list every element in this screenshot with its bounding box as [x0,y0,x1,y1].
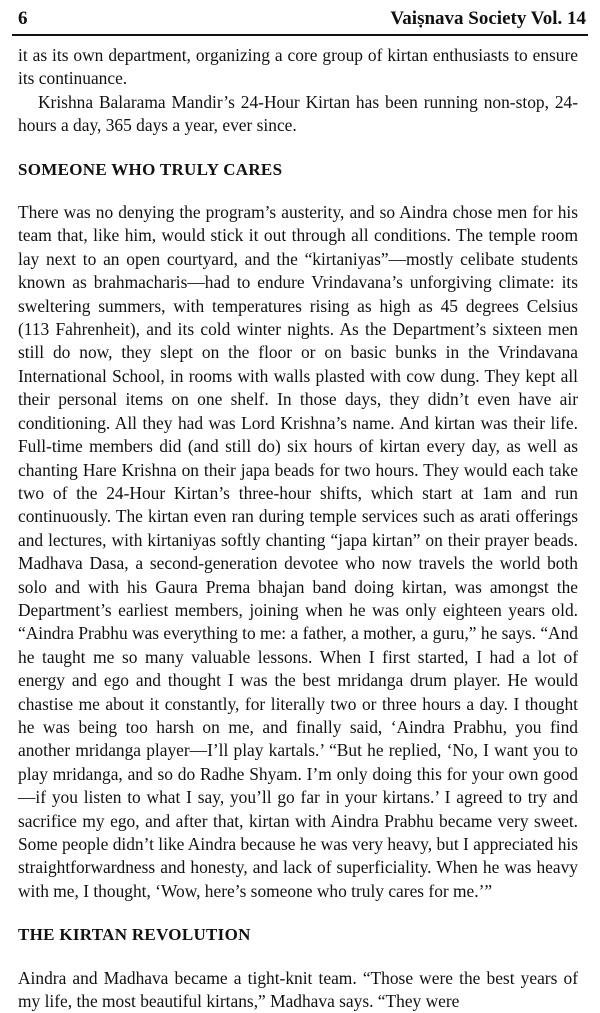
paragraph-24-hour-kirtan: Krishna Balarama Mandir’s 24-Hour Kirtan has been running non-stop, 24-hours a day, 365 days a year, ever since. [18,91,578,136]
paragraph-continuation: it as its own department, organizing a core group of kirtan enthusiasts to ensure its continuance. [18,45,578,89]
section-heading-kirtan-revolution: THE KIRTAN REVOLUTION [18,925,251,945]
page-number: 6 [18,8,28,29]
page-header [12,4,588,36]
publication-title: Vaiṣnava Society Vol. 14 [390,8,586,29]
section-body-someone-who-truly-cares: There was no denying the program’s austerity, and so Aindra chose men for his team that, like him, would stick it out through all conditions. The temple room lay next to an open courtyard, and the “kirtaniyas”—mostly celibate students known as brahmacharis—had to endure Vrindavana’s unforgiving climate: its sweltering summers, with temperatures rising as high as 45 degrees Celsius (113 Fahrenheit), and its cold winter nights. As the Department’s sixteen men still do now, they slept on the floor or on basic bunks in the Vrindavana International School, in rooms with walls plasted with cow dung. They kept all their personal items on one shelf. In those days, they didn’t even have air conditioning. All they had was Lord Krishna’s name. And kirtan was their life. Full-time members did (and still do) six hours of kirtan every day, as well as chanting Hare Krishna on their japa beads for two hours. They would each take two of the 24-Hour Kirtan’s three-hour shifts, which start at 1am and run continuously. The kirtan even ran during temple services such as arati offerings and lectures, with kirtaniyas softly chanting “japa kirtan” on their prayer beads. Madhava Dasa, a second-generation devotee who now travels the world both solo and with his Gaura Prema bhajan band doing kirtan, was amongst the Department’s earliest members, joining when he was only eighteen years old. “Aindra Prabhu was everything to me: a father, a mother, a guru,” he says. “And he taught me so many valuable lessons. When I first started, I had a lot of energy and ego and thought I was the best mridanga drum player. He would chastise me about it constantly, for literally two or three hours a day. I thought he was being too harsh on me, and finally said, ‘Aindra Prabhu, you find another mridanga player—I’ll play kartals.’ “But he replied, ‘No, I want you to play mridanga, and so do Radhe Shyam. I’m only doing this for your own good—if you listen to what I say, you’ll go far in your kirtans.’ I agreed to try and sacrifice my ego, and after that, kirtan with Aindra Prabhu became very sweet. Some people didn’t like Aindra because he was very heavy, but I appreciated his straightforwardness and honesty, and lack of superficiality. When he was heavy with me, I thought, ‘Wow, here’s someone who truly cares for me.’” [18,202,578,901]
article-body [18,44,578,1013]
section-heading-someone-who-truly-cares: SOMEONE WHO TRULY CARES [18,159,283,179]
section-body-kirtan-revolution: Aindra and Madhava became a tight-knit team. “Those were the best years of my life, the most beautiful kirtans,” Madhava says. “They were [18,967,578,1012]
